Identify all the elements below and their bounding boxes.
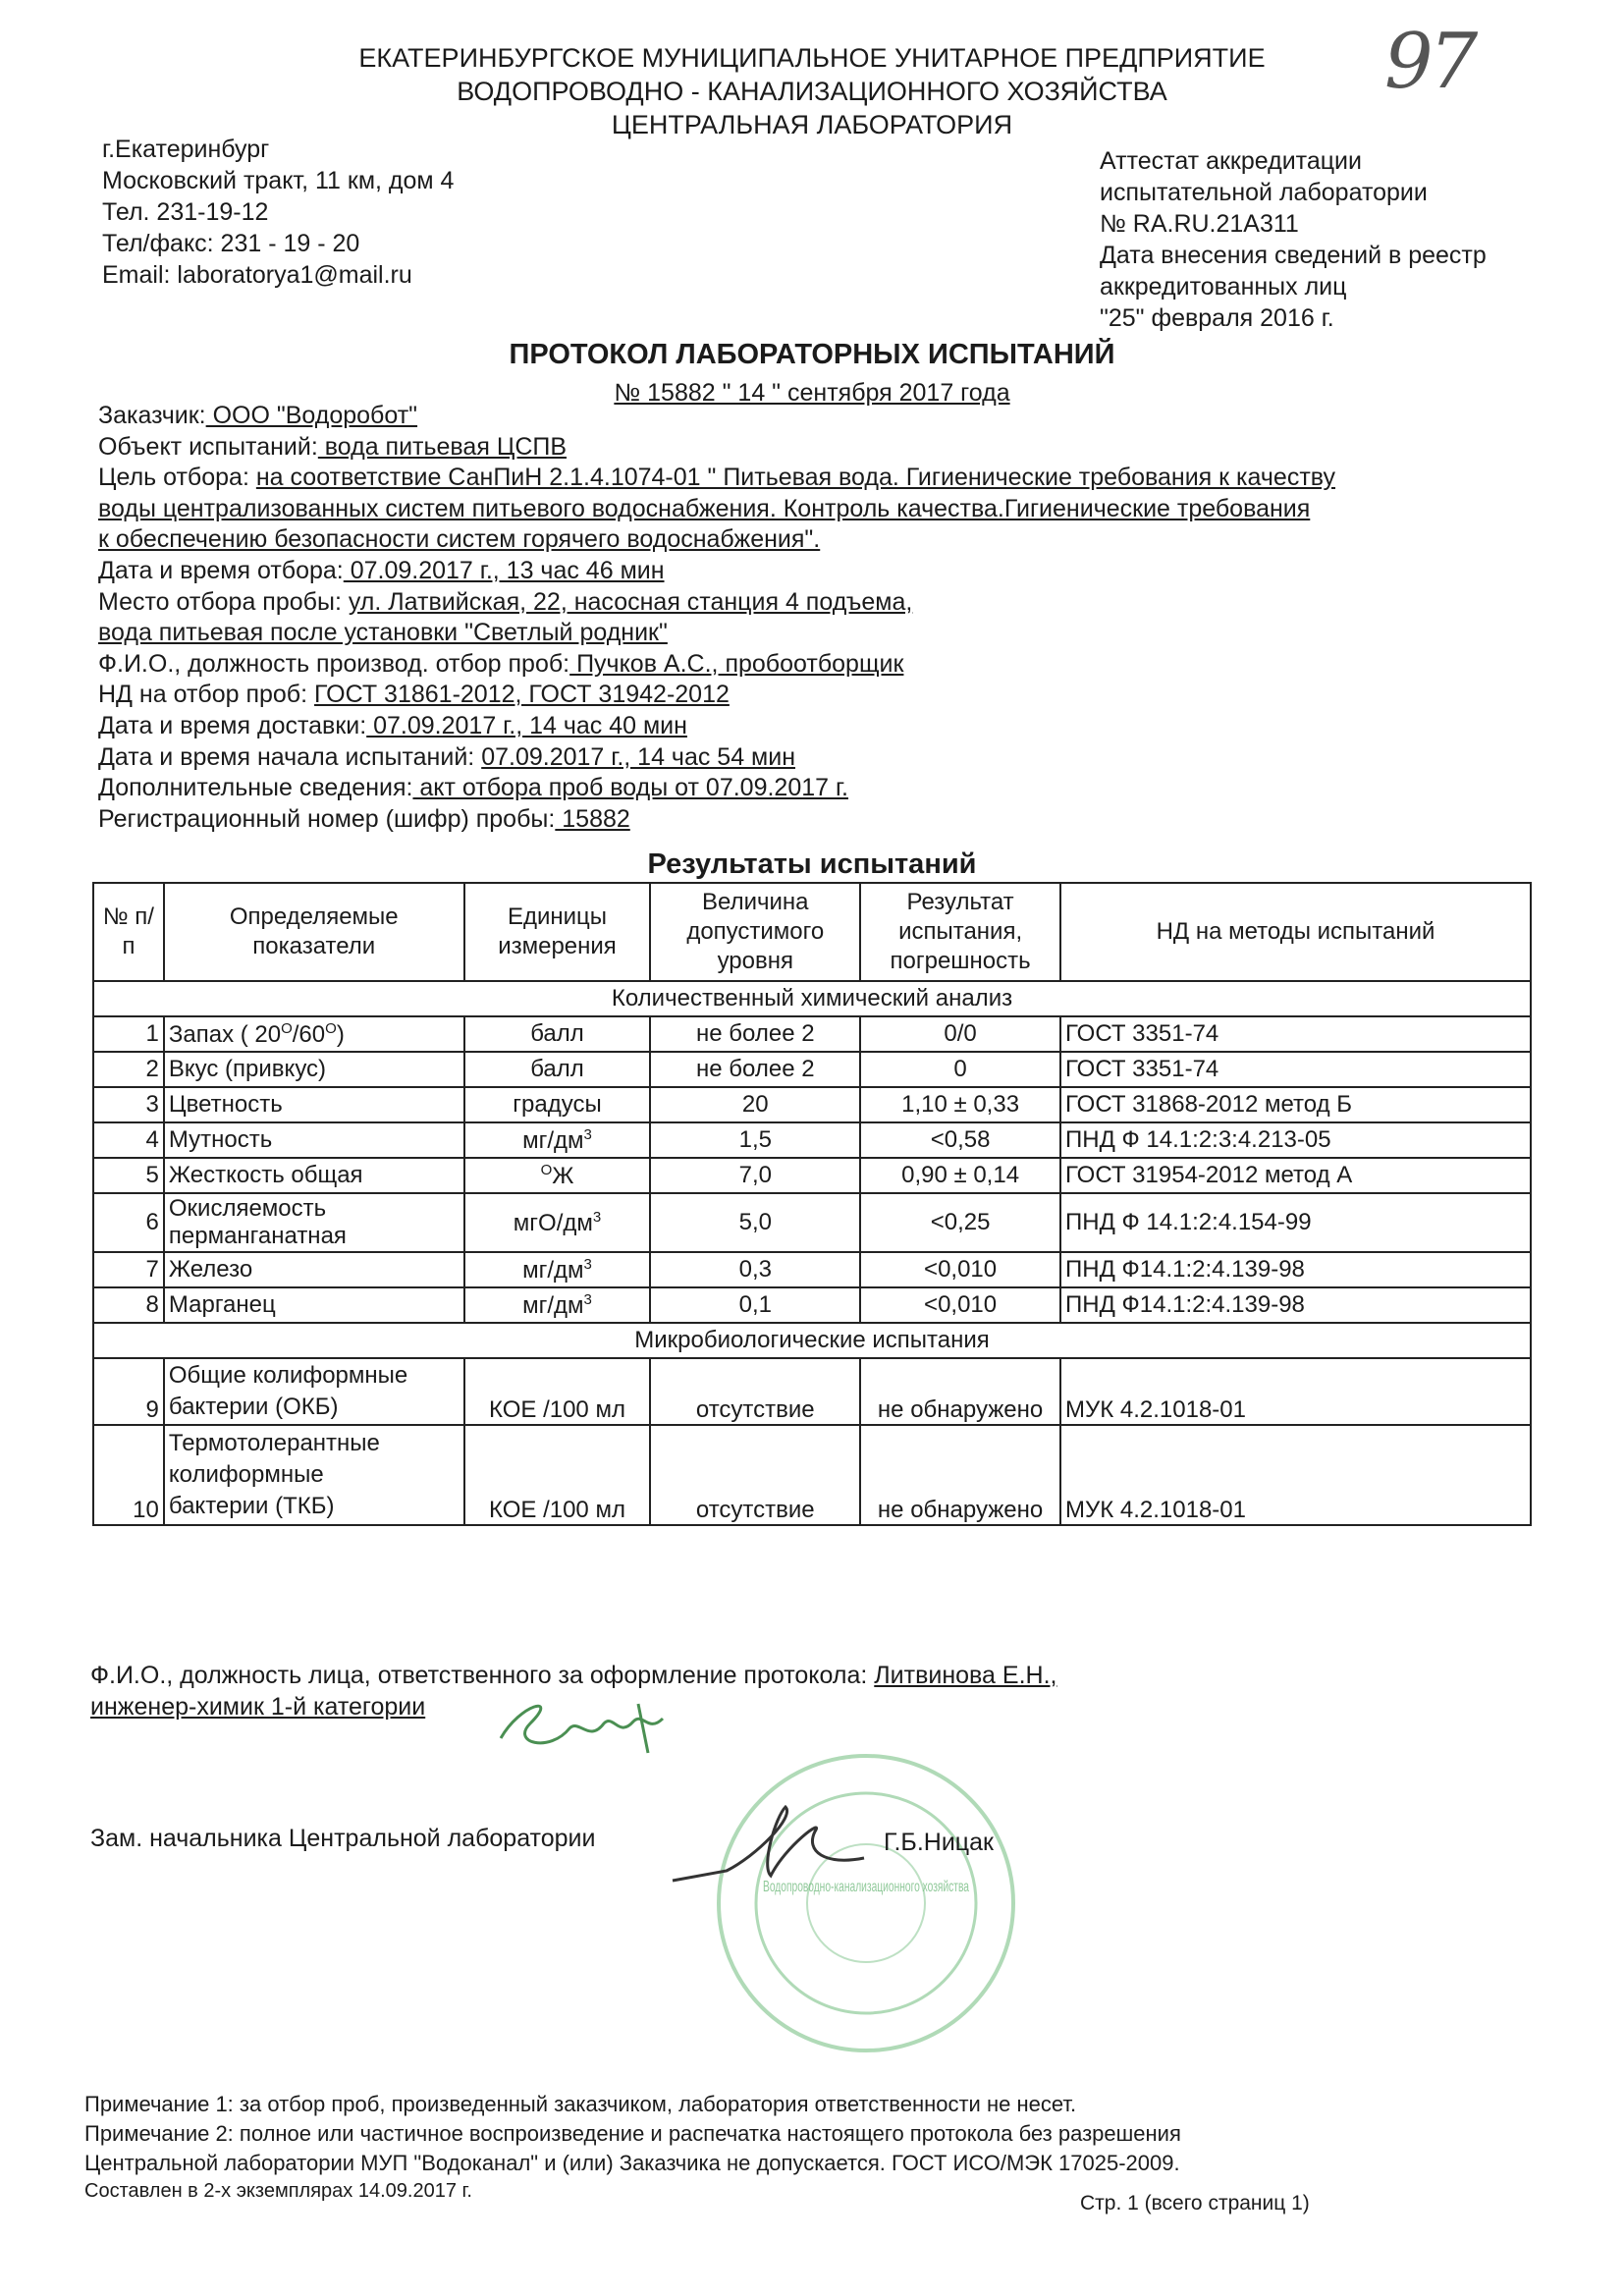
responsible-position: инженер-химик 1-й категории: [90, 1693, 426, 1721]
cell-method: МУК 4.2.1018-01: [1060, 1358, 1531, 1425]
responsible-signature-image: [491, 1684, 687, 1763]
accreditation-date: "25" февраля 2016 г.: [1100, 304, 1334, 332]
address-fax: Тел/факс: 231 - 19 - 20: [102, 230, 360, 257]
field-value: вода питьевая ЦСПВ: [317, 432, 568, 461]
deputy-title: Зам. начальника Центральной лаборатории: [90, 1825, 596, 1852]
cell-indicator: [164, 1193, 464, 1252]
cell-limit: отсутствие: [650, 1358, 860, 1425]
responsible-label: Ф.И.О., должность лица, ответственного за оформление протокола:: [90, 1662, 875, 1689]
cell-method: МУК 4.2.1018-01: [1060, 1425, 1531, 1525]
cell-limit: 0,1: [650, 1287, 860, 1323]
field-row: [98, 649, 1522, 681]
unit-text: мгО/дм: [513, 1209, 593, 1236]
field-row: [98, 524, 1522, 556]
indicator-name: Термотолерантные: [168, 1430, 380, 1456]
field-value: к обеспечению безопасности систем горячего водоснабжения".: [98, 525, 821, 554]
stamp-text: Водопроводно-канализационного хозяйства: [763, 1879, 970, 1895]
field-row: [98, 401, 1522, 432]
unit-text: мг/дм: [522, 1256, 584, 1284]
indicator-name: Общие колиформные: [168, 1362, 408, 1389]
accreditation-line: Аттестат аккредитации: [1100, 147, 1362, 175]
table-header-row: [93, 883, 1531, 981]
address-email: Email: laboratorya1@mail.ru: [102, 261, 412, 289]
field-value: Пучков А.С., пробоотборщик: [569, 649, 904, 678]
table-row: [93, 1193, 1531, 1252]
cell-limit: 7,0: [650, 1158, 860, 1193]
cell-unit: [464, 1193, 651, 1252]
org-name-line3: ЦЕНТРАЛЬНАЯ ЛАБОРАТОРИЯ: [611, 110, 1013, 139]
cell-number: 1: [93, 1016, 164, 1052]
table-row: [93, 1016, 1531, 1052]
field-value: ГОСТ 31861-2012, ГОСТ 31942-2012: [314, 681, 730, 709]
unit-text: градусы: [513, 1091, 602, 1118]
field-label: Объект испытаний:: [98, 432, 318, 461]
cell-result: <0,010: [860, 1252, 1060, 1287]
section-row-chemical: [93, 981, 1531, 1016]
responsible-name: Литвинова Е.Н.,: [874, 1662, 1057, 1689]
field-label: Регистрационный номер (шифр) пробы:: [98, 804, 556, 833]
cell-method: ГОСТ 3351-74: [1060, 1016, 1531, 1052]
unit-sup: 3: [583, 1255, 592, 1273]
section-title: Микробиологические испытания: [93, 1323, 1531, 1358]
field-label: Дата и время отбора:: [98, 556, 344, 584]
results-table: [92, 882, 1532, 1526]
unit-sup: О: [540, 1161, 553, 1178]
cell-indicator: [164, 1287, 464, 1323]
cell-indicator: [164, 1052, 464, 1087]
cell-method: ПНД Ф14.1:2:4.139-98: [1060, 1287, 1531, 1323]
field-label: Заказчик:: [98, 402, 206, 429]
cell-result: 0: [860, 1052, 1060, 1087]
field-row: [98, 556, 1522, 587]
indicator-name-line2: перманганатная: [168, 1223, 347, 1249]
indicator-name: Окисляемость: [168, 1195, 327, 1222]
cell-limit: 1,5: [650, 1122, 860, 1158]
cell-indicator: [164, 1158, 464, 1193]
field-row: [98, 711, 1522, 742]
cell-number: 2: [93, 1052, 164, 1087]
indicator-name: Запах ( 20: [168, 1020, 282, 1048]
accreditation-line: Дата внесения сведений в реестр: [1100, 242, 1487, 269]
cell-method: ПНД Ф 14.1:2:4.154-99: [1060, 1193, 1531, 1252]
accreditation-block: [1100, 145, 1487, 334]
compiled-note: Составлен в 2-х экземплярах 14.09.2017 г.: [84, 2180, 472, 2202]
indicator-name-line2: бактерии (ОКБ): [168, 1394, 339, 1420]
field-value: ООО "Водоробот": [205, 402, 418, 429]
protocol-number-date: № 15882 " 14 " сентября 2017 года: [614, 379, 1010, 407]
field-value: воды централизованных систем питьевого водоснабжения. Контроль качества.Гигиенические требования: [98, 494, 1311, 522]
table-row: [93, 1052, 1531, 1087]
cell-unit: КОЕ /100 мл: [464, 1425, 651, 1525]
field-label: Дата и время начала испытаний:: [98, 742, 482, 771]
col-header-method: НД на методы испытаний: [1060, 883, 1531, 981]
cell-number: 4: [93, 1122, 164, 1158]
accreditation-line: испытательной лаборатории: [1100, 179, 1428, 206]
field-row: [98, 587, 1522, 619]
field-label: НД на отбор проб:: [98, 681, 315, 709]
unit-text: мг/дм: [522, 1291, 584, 1319]
org-name-line1: ЕКАТЕРИНБУРГСКОЕ МУНИЦИПАЛЬНОЕ УНИТАРНОЕ ПРЕДПРИЯТИЕ: [358, 43, 1266, 73]
unit-sup: 3: [583, 1125, 592, 1143]
col-header-unit: Единицы измерения: [464, 883, 651, 981]
indicator-name: Жесткость общая: [168, 1162, 363, 1188]
results-title: Результаты испытаний: [647, 848, 977, 880]
cell-method: ПНД Ф14.1:2:4.139-98: [1060, 1252, 1531, 1287]
table-row: [93, 1252, 1531, 1287]
cell-unit: [464, 1287, 651, 1323]
field-value: вода питьевая после установки "Светлый родник": [98, 619, 668, 647]
cell-limit: не более 2: [650, 1052, 860, 1087]
note-2-cont: Центральной лаборатории МУП "Водоканал" и (или) Заказчика не допускается. ГОСТ ИСО/МЭК 17025-2009.: [84, 2151, 1180, 2175]
page-number: Стр. 1 (всего страниц 1): [1080, 2192, 1310, 2214]
cell-result: <0,58: [860, 1122, 1060, 1158]
indicator-name: Вкус (привкус): [168, 1056, 327, 1082]
table-row: [93, 1087, 1531, 1122]
indicator-sup: О: [281, 1019, 293, 1037]
cell-unit: [464, 1122, 651, 1158]
cell-number: 6: [93, 1193, 164, 1252]
field-value: 15882: [555, 804, 630, 833]
cell-limit: 0,3: [650, 1252, 860, 1287]
indicator-name-line3: бактерии (ТКБ): [168, 1493, 335, 1519]
col-header-indicator: Определяемые показатели: [164, 883, 464, 981]
section-row-micro: [93, 1323, 1531, 1358]
table-row: [93, 1425, 1531, 1525]
field-label: Место отбора пробы:: [98, 587, 349, 616]
indicator-name: Марганец: [168, 1291, 276, 1318]
field-label: Ф.И.О., должность производ. отбор проб:: [98, 649, 570, 678]
cell-indicator: [164, 1122, 464, 1158]
deputy-signature-image: [668, 1787, 884, 1895]
cell-unit: [464, 1158, 651, 1193]
cell-limit: 20: [650, 1087, 860, 1122]
cell-method: ГОСТ 3351-74: [1060, 1052, 1531, 1087]
cell-result: <0,25: [860, 1193, 1060, 1252]
cell-method: ПНД Ф 14.1:2:3:4.213-05: [1060, 1122, 1531, 1158]
deputy-name: Г.Б.Ницак: [884, 1829, 994, 1856]
field-value: 07.09.2017 г., 14 час 40 мин: [366, 711, 687, 739]
col-header-limit: Величина допустимого уровня: [650, 883, 860, 981]
cell-indicator: [164, 1016, 464, 1052]
field-label: Дополнительные сведения:: [98, 774, 413, 802]
indicator-sup: О: [325, 1019, 337, 1037]
cell-result: 0/0: [860, 1016, 1060, 1052]
cell-method: ГОСТ 31954-2012 метод А: [1060, 1158, 1531, 1193]
cell-result: 0,90 ± 0,14: [860, 1158, 1060, 1193]
cell-unit: КОЕ /100 мл: [464, 1358, 651, 1425]
col-header-result: Результат испытания, погрешность: [860, 883, 1060, 981]
cell-result: 1,10 ± 0,33: [860, 1087, 1060, 1122]
unit-text: балл: [530, 1056, 584, 1082]
cell-number: 3: [93, 1087, 164, 1122]
field-value: на соответствие СанПиН 2.1.4.1074-01 " Питьевая вода. Гигиенические требования к качеству: [255, 464, 1336, 492]
cell-result: <0,010: [860, 1287, 1060, 1323]
indicator-name: Цветность: [168, 1091, 283, 1118]
address-tel: Тел. 231-19-12: [102, 198, 269, 226]
cell-number: 7: [93, 1252, 164, 1287]
indicator-name-mid: /60: [292, 1020, 326, 1048]
cell-number: 10: [93, 1425, 164, 1525]
cell-number: 8: [93, 1287, 164, 1323]
cell-indicator: [164, 1425, 464, 1525]
field-value: 07.09.2017 г., 13 час 46 мин: [343, 556, 665, 584]
table-row: [93, 1158, 1531, 1193]
unit-sup: 3: [583, 1290, 592, 1308]
field-row: [98, 432, 1522, 464]
field-row: [98, 680, 1522, 711]
cell-indicator: [164, 1087, 464, 1122]
cell-limit: не более 2: [650, 1016, 860, 1052]
cell-indicator: [164, 1252, 464, 1287]
org-name-line2: ВОДОПРОВОДНО - КАНАЛИЗАЦИОННОГО ХОЗЯЙСТВА: [457, 77, 1167, 106]
address-street: Московский тракт, 11 км, дом 4: [102, 167, 455, 194]
handwritten-page-number: 97: [1384, 18, 1475, 106]
cell-indicator: [164, 1358, 464, 1425]
indicator-name-end: ): [336, 1020, 345, 1048]
field-value: акт отбора проб воды от 07.09.2017 г.: [412, 774, 848, 802]
field-row: [98, 494, 1522, 525]
accreditation-number: № RA.RU.21A311: [1100, 210, 1299, 238]
unit-text: балл: [530, 1020, 584, 1047]
table-row: [93, 1122, 1531, 1158]
indicator-name: Железо: [168, 1256, 253, 1283]
field-value: ул. Латвийская, 22, насосная станция 4 подъема,: [348, 587, 913, 616]
field-row: [98, 773, 1522, 804]
unit-text: Ж: [552, 1162, 574, 1189]
table-row: [93, 1287, 1531, 1323]
note-1: Примечание 1: за отбор проб, произведенный заказчиком, лаборатория ответственности не несет.: [84, 2092, 1077, 2116]
cell-method: ГОСТ 31868-2012 метод Б: [1060, 1087, 1531, 1122]
unit-text: мг/дм: [522, 1126, 584, 1154]
cell-number: 5: [93, 1158, 164, 1193]
section-title: Количественный химический анализ: [93, 981, 1531, 1016]
cell-unit: [464, 1087, 651, 1122]
field-value: 07.09.2017 г., 14 час 54 мин: [481, 742, 795, 771]
col-header-number: № п/п: [93, 883, 164, 981]
table-row: [93, 1358, 1531, 1425]
field-row: [98, 804, 1522, 836]
address-block: [102, 134, 454, 291]
cell-unit: [464, 1052, 651, 1087]
accreditation-line: аккредитованных лиц: [1100, 273, 1347, 301]
cell-result: не обнаружено: [860, 1358, 1060, 1425]
field-row: [98, 463, 1522, 494]
indicator-name: Мутность: [168, 1126, 273, 1153]
cell-number: 9: [93, 1358, 164, 1425]
indicator-name-line2: колиформные: [168, 1461, 324, 1488]
field-row: [98, 742, 1522, 774]
protocol-title: ПРОТОКОЛ ЛАБОРАТОРНЫХ ИСПЫТАНИЙ: [509, 339, 1115, 370]
cell-unit: [464, 1252, 651, 1287]
field-label: Цель отбора:: [98, 464, 256, 492]
unit-sup: 3: [592, 1208, 602, 1226]
note-2: Примечание 2: полное или частичное воспроизведение и распечатка настоящего протокола без разрешения: [84, 2121, 1181, 2146]
protocol-fields: [98, 401, 1522, 835]
field-label: Дата и время доставки:: [98, 711, 367, 739]
cell-result: не обнаружено: [860, 1425, 1060, 1525]
address-city: г.Екатеринбург: [102, 136, 270, 163]
cell-limit: отсутствие: [650, 1425, 860, 1525]
cell-limit: 5,0: [650, 1193, 860, 1252]
cell-unit: [464, 1016, 651, 1052]
field-row: [98, 618, 1522, 649]
notes-block: [84, 2090, 1181, 2178]
